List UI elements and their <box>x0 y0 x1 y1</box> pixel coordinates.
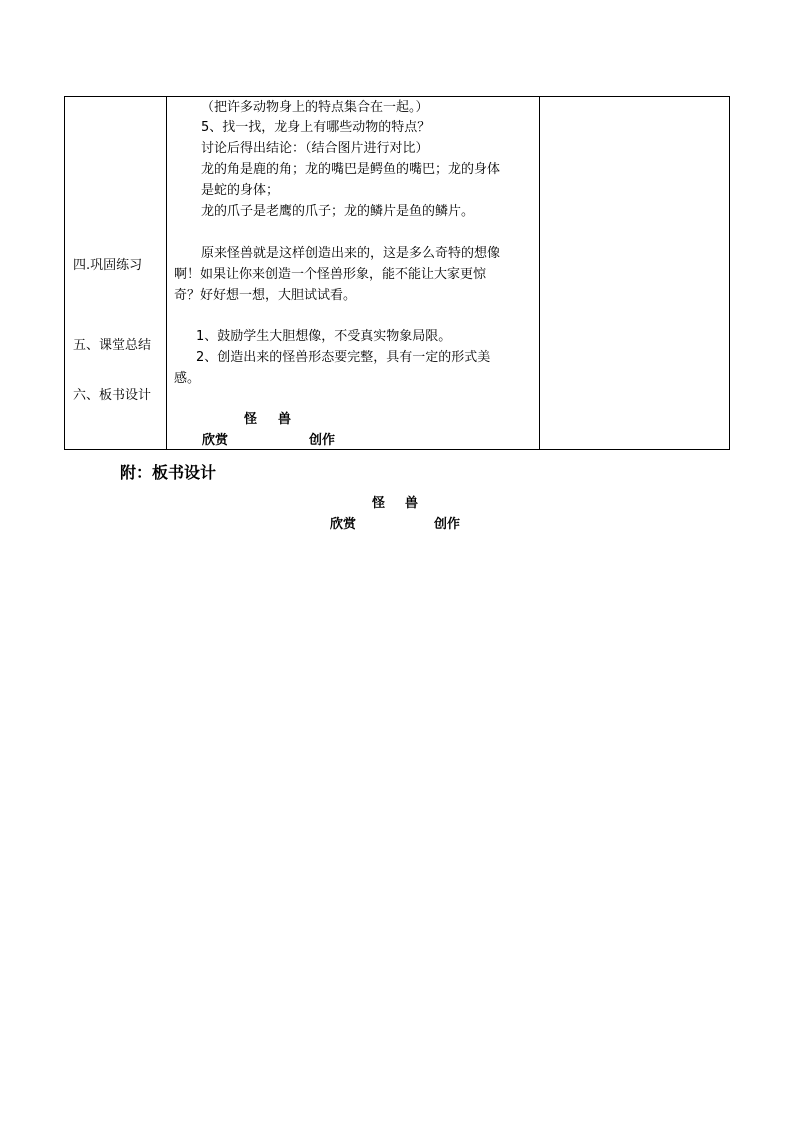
appendix-left-item: 欣赏 <box>330 517 357 532</box>
content-line: 龙的爪子是老鹰的爪子；龙的鳞片是鱼的鳞片。 <box>201 204 475 219</box>
content-line: 5、找一找，龙身上有哪些动物的特点？ <box>201 120 431 135</box>
content-line: 讨论后得出结论：（结合图片进行对比） <box>201 141 429 156</box>
summary-point: 感。 <box>174 371 201 386</box>
board-left-item: 欣赏 <box>202 433 229 448</box>
content-line: 龙的角是鹿的角；龙的嘴巴是鳄鱼的嘴巴；龙的身体 <box>201 162 501 177</box>
column-divider <box>539 97 540 449</box>
column-divider <box>166 97 167 449</box>
section-label-board-design: 六、板书设计 <box>73 388 152 403</box>
summary-point: 2、创造出来的怪兽形态要完整，具有一定的形式美 <box>196 350 491 365</box>
paragraph-line: 奇？好好想一想，大胆试试看。 <box>174 288 357 303</box>
appendix-title-char: 兽 <box>405 496 419 511</box>
lesson-plan-table <box>64 96 730 450</box>
paragraph-line: 原来怪兽就是这样创造出来的，这是多么奇特的想像 <box>201 246 501 261</box>
section-label-consolidation: 四.巩固练习 <box>73 258 143 273</box>
appendix-heading: 附：板书设计 <box>120 463 217 482</box>
paragraph-line: 啊！如果让你来创造一个怪兽形象，能不能让大家更惊 <box>174 267 487 282</box>
content-line: （把许多动物身上的特点集合在一起。） <box>201 100 429 115</box>
summary-point: 1、鼓励学生大胆想像，不受真实物象局限。 <box>196 329 452 344</box>
board-right-item: 创作 <box>309 433 336 448</box>
content-line: 是蛇的身体； <box>201 183 280 198</box>
appendix-right-item: 创作 <box>434 517 461 532</box>
board-title-char: 怪 <box>244 412 258 427</box>
section-label-summary: 五、课堂总结 <box>73 338 152 353</box>
appendix-title-char: 怪 <box>372 496 386 511</box>
board-title-char: 兽 <box>278 412 292 427</box>
